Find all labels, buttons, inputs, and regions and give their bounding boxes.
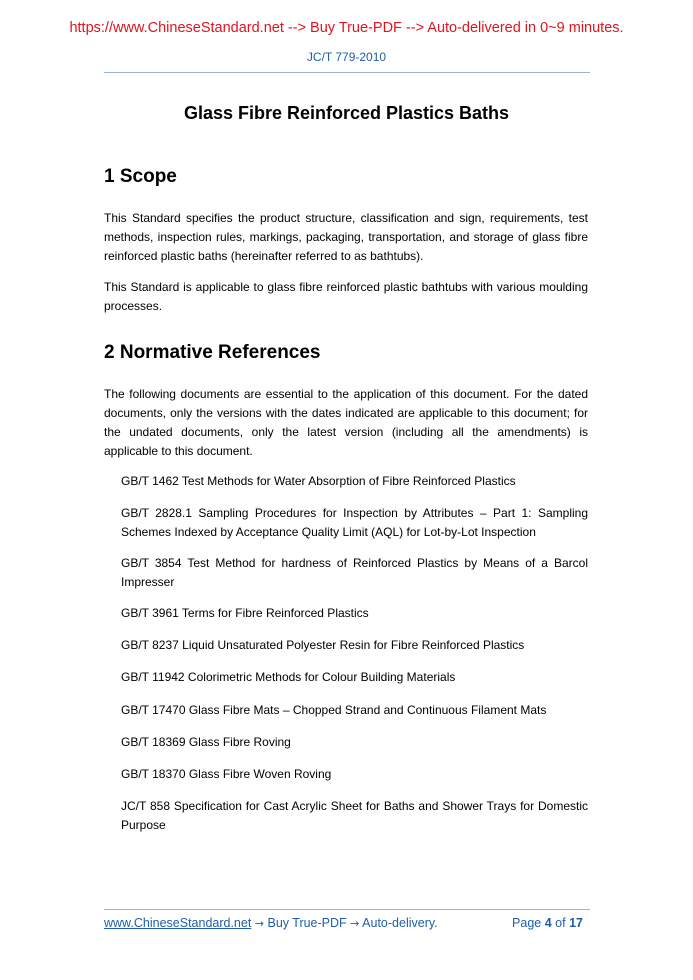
footer-site-link[interactable]: www.ChineseStandard.net	[104, 916, 252, 930]
header-divider	[104, 72, 590, 73]
reference-item: JC/T 858 Specification for Cast Acrylic Sheet for Baths and Shower Trays for Domestic Purpose	[121, 799, 588, 832]
footer-buy-text: Buy True-PDF	[264, 916, 351, 930]
reference-item: GB/T 3961 Terms for Fibre Reinforced Plastics	[121, 606, 369, 620]
reference-item: GB/T 1462 Test Methods for Water Absorption of Fibre Reinforced Plastics	[121, 474, 516, 488]
reference-item: GB/T 18370 Glass Fibre Woven Roving	[121, 767, 332, 781]
reference-item: GB/T 18369 Glass Fibre Roving	[121, 735, 291, 749]
scope-heading: 1 Scope	[104, 166, 177, 187]
scope-paragraph-2: This Standard is applicable to glass fibre reinforced plastic bathtubs with various moulding processes.	[104, 280, 588, 313]
arrow-right-icon: →	[350, 917, 360, 930]
scope-paragraph-1: This Standard specifies the product structure, classification and sign, requirements, test methods, inspection rules, markings, packaging, transportation, and storage of glass fibre reinforced plastic baths (hereinafter referred to as bathtubs).	[104, 211, 588, 263]
page-current: 4	[544, 916, 552, 930]
page-of-label: of	[555, 916, 566, 930]
reference-item: GB/T 2828.1 Sampling Procedures for Inspection by Attributes – Part 1: Sampling Schemes Indexed by Acceptance Quality Limit (AQL) for Lot-by-Lot Inspection	[121, 506, 588, 539]
page-total: 17	[569, 916, 583, 930]
footer-divider	[104, 909, 590, 910]
reference-item: GB/T 8237 Liquid Unsaturated Polyester Resin for Fibre Reinforced Plastics	[121, 638, 525, 652]
footer-promo	[104, 916, 438, 930]
footer-delivery-text: Auto-delivery.	[359, 916, 438, 930]
page-indicator	[512, 916, 583, 930]
page-label: Page	[512, 916, 542, 930]
header-standard-code: JC/T 779-2010	[306, 50, 387, 64]
top-banner-link[interactable]: https://www.ChineseStandard.net --> Buy True-PDF --> Auto-delivered in 0~9 minutes.	[69, 20, 624, 36]
normative-references-heading: 2 Normative References	[104, 342, 321, 363]
arrow-right-icon: →	[254, 917, 265, 930]
reference-item: GB/T 3854 Test Method for hardness of Reinforced Plastics by Means of a Barcol Impresser	[121, 556, 588, 589]
reference-item: GB/T 17470 Glass Fibre Mats – Chopped Strand and Continuous Filament Mats	[121, 703, 547, 717]
normative-intro-paragraph: The following documents are essential to the application of this document. For the dated documents, only the versions with the dates indicated are applicable to this document; for the undated documents, only the latest version (including all the amendments) is applicable to this document.	[104, 387, 588, 458]
reference-item: GB/T 11942 Colorimetric Methods for Colour Building Materials	[121, 670, 456, 684]
document-title: Glass Fibre Reinforced Plastics Baths	[183, 103, 510, 123]
